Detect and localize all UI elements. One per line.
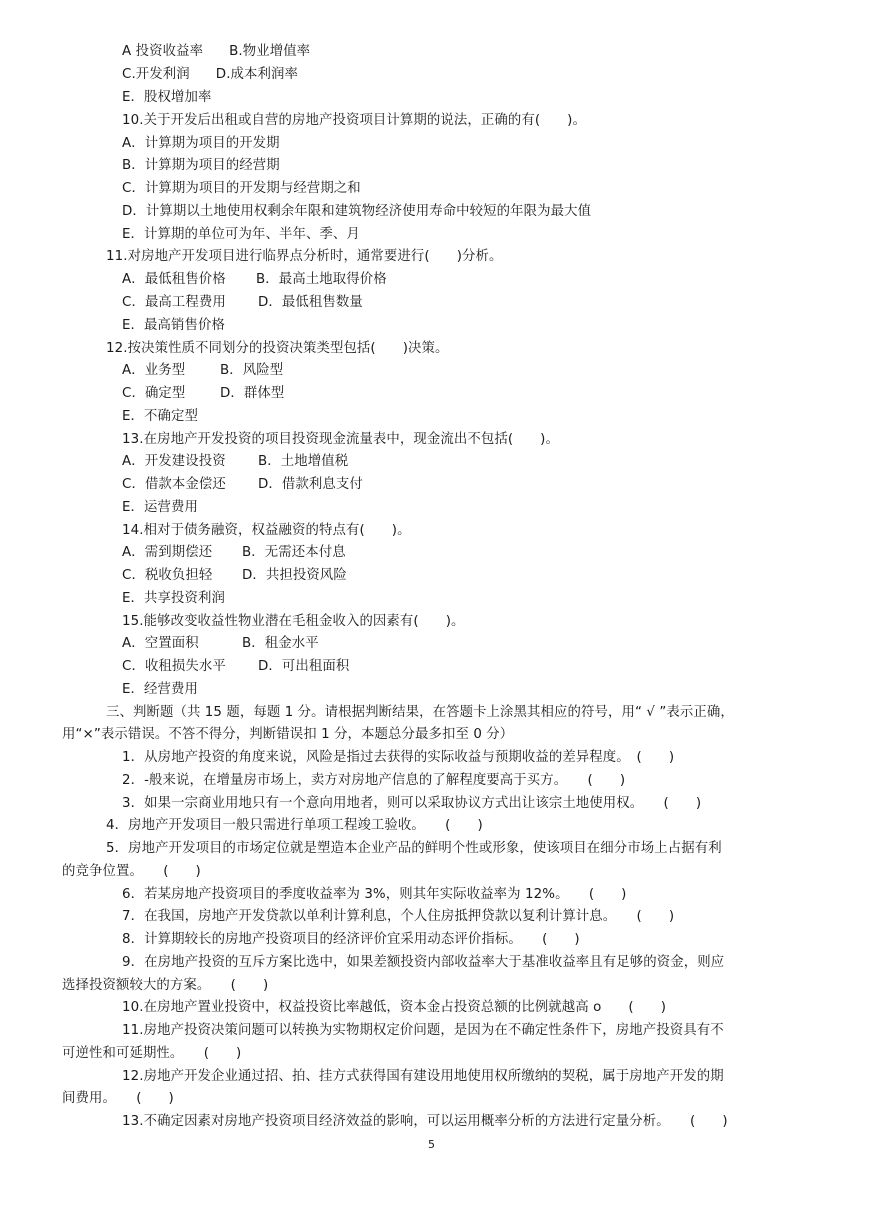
question-11-options-ab: A．最低租售价格 B．最高土地取得价格 (122, 272, 387, 287)
judgment-3: 3．如果一宗商业用地只有一个意向用地者，则可以采取协议方式出让该宗土地使用权。 ( ) (122, 796, 702, 811)
question-10-option-e: E．计算期的单位可为年、半年、季、月 (122, 227, 360, 242)
judgment-9-line2: 选择投资额较大的方案。 ( ) (62, 978, 269, 993)
section-3-heading: 三、判断题（共 15 题，每题 1 分。请根据判断结果，在答题卡上涂黑其相应的符号，用“ √ ”表示正确， (106, 705, 734, 720)
question-14-options-cd: C．税收负担轻 D．共担投资风险 (122, 568, 347, 583)
judgment-5-line1: 5．房地产开发项目的市场定位就是塑造本企业产品的鲜明个性或形象，使该项目在细分市场上占据有利 (106, 841, 722, 856)
question-10-stem: 10.关于开发后出租或自营的房地产投资项目计算期的说法，正确的有( )。 (122, 113, 586, 128)
question-12-stem: 12.按决策性质不同划分的投资决策类型包括( )决策。 (106, 341, 449, 356)
question-13-options-ab: A．开发建设投资 B．土地增值税 (122, 454, 349, 469)
q9-options-cd: C.开发利润 D.成本利润率 (122, 67, 299, 82)
question-15-options-cd: C．收租损失水平 D．可出租面积 (122, 659, 350, 674)
page-number: 5 (428, 1138, 435, 1151)
judgment-9-line1: 9．在房地产投资的互斥方案比选中，如果差额投资内部收益率大于基准收益率且有足够的资金，则应 (122, 955, 725, 970)
question-10-option-c: C．计算期为项目的开发期与经营期之和 (122, 181, 361, 196)
judgment-5-line2: 的竞争位置。 ( ) (62, 864, 201, 879)
question-12-options-cd: C．确定型 D．群体型 (122, 386, 285, 401)
question-10-option-a: A．计算期为项目的开发期 (122, 136, 280, 151)
question-14-options-ab: A．需到期偿还 B．无需还本付息 (122, 545, 346, 560)
question-13-stem: 13.在房地产开发投资的项目投资现金流量表中，现金流出不包括( )。 (122, 432, 559, 447)
question-11-stem: 11.对房地产开发项目进行临界点分析时，通常要进行( )分析。 (106, 249, 503, 264)
question-15-stem: 15.能够改变收益性物业潜在毛租金收入的因素有( )。 (122, 614, 465, 629)
question-11-options-cd: C．最高工程费用 D．最低租售数量 (122, 295, 363, 310)
judgment-4: 4．房地产开发项目一般只需进行单项工程竣工验收。 ( ) (106, 818, 483, 833)
q9-options-ab: A 投资收益率 B.物业增值率 (122, 44, 311, 59)
section-3-instructions: 用“×”表示错误。不答不得分，判断错误扣 1 分，本题总分最多扣至 0 分） (62, 727, 514, 742)
question-15-options-ab: A．空置面积 B．租金水平 (122, 636, 319, 651)
judgment-10: 10.在房地产置业投资中，权益投资比率越低，资本金占投资总额的比例就越高 o ( ) (122, 1000, 667, 1015)
question-10-option-b: B．计算期为项目的经营期 (122, 158, 280, 173)
judgment-11-line2: 可逆性和可延期性。 ( ) (62, 1046, 242, 1061)
question-10-option-d: D．计算期以土地使用权剩余年限和建筑物经济使用寿命中较短的年限为最大值 (122, 204, 592, 219)
judgment-12-line1: 12.房地产开发企业通过招、拍、挂方式获得国有建设用地使用权所缴纳的契税，属于房地产开发的期 (122, 1069, 724, 1084)
question-11-option-e: E．最高销售价格 (122, 318, 225, 333)
question-14-stem: 14.相对于债务融资，权益融资的特点有( )。 (122, 523, 411, 538)
q9-option-e: E．股权增加率 (122, 90, 212, 105)
question-15-option-e: E．经营费用 (122, 682, 199, 697)
judgment-7: 7．在我国，房地产开发贷款以单利计算利息，个人住房抵押贷款以复利计算计息。 ( ) (122, 909, 675, 924)
question-12-option-e: E．不确定型 (122, 409, 199, 424)
judgment-13: 13.不确定因素对房地产投资项目经济效益的影响，可以运用概率分析的方法进行定量分析。 ( ) (122, 1114, 728, 1129)
judgment-12-line2: 间费用。 ( ) (62, 1091, 174, 1106)
judgment-11-line1: 11.房地产投资决策问题可以转换为实物期权定价问题，是因为在不确定性条件下，房地产投资具有不 (122, 1023, 724, 1038)
judgment-1: 1．从房地产投资的角度来说，风险是指过去获得的实际收益与预期收益的差异程度。 ( ) (122, 750, 675, 765)
judgment-6: 6．若某房地产投资项目的季度收益率为 3%，则其年实际收益率为 12%。 ( ) (122, 887, 627, 902)
judgment-8: 8．计算期较长的房地产投资项目的经济评价宜采用动态评价指标。 ( ) (122, 932, 580, 947)
question-13-options-cd: C．借款本金偿还 D．借款利息支付 (122, 477, 363, 492)
question-14-option-e: E．共享投资利润 (122, 591, 225, 606)
judgment-2: 2．-般来说，在增量房市场上，卖方对房地产信息的了解程度要高于买方。 ( ) (122, 773, 626, 788)
question-12-options-ab: A．业务型 B．风险型 (122, 363, 284, 378)
question-13-option-e: E．运营费用 (122, 500, 199, 515)
